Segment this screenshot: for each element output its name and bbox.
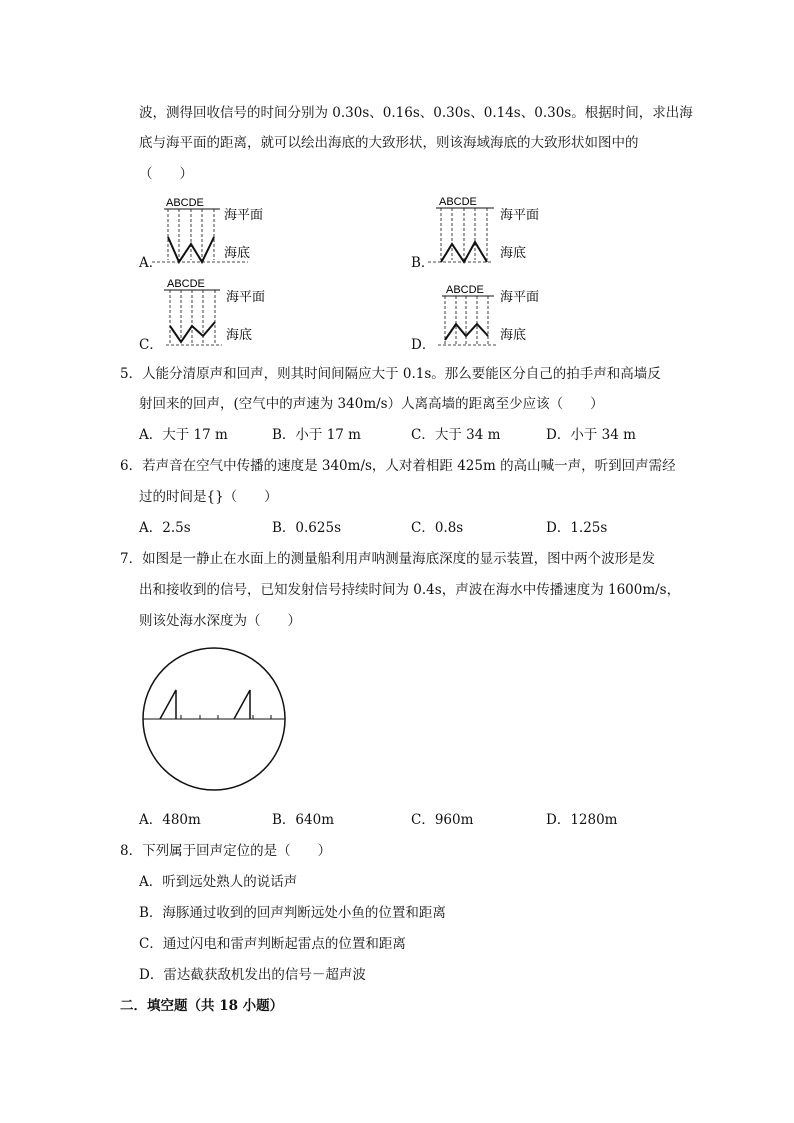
- q5-line1: 5．人能分清原声和回声，则其时间间隔应大于 0.1s。那么要能区分自己的拍手声和高墙反: [120, 366, 661, 382]
- q7-option-c: C．960m: [411, 812, 474, 828]
- q4-line1: 波，测得回收信号的时间分别为 0.30s、0.16s、0.30s、0.14s、0.30s。根据时间，求出海: [139, 105, 693, 121]
- q4-figure-c: [150, 274, 280, 352]
- q4-option-d-label: D．: [411, 337, 436, 353]
- q4-fig-c-points: ABCDE: [167, 278, 205, 290]
- q8-option-d: D．雷达截获敌机发出的信号－超声波: [139, 967, 366, 983]
- q4-fig-a-sea-bed: 海底: [224, 245, 251, 260]
- q4-fig-d-sea-level: 海平面: [500, 289, 540, 304]
- q8-line1: 8．下列属于回声定位的是（ ）: [120, 843, 332, 859]
- sonar-display-figure: [138, 645, 293, 795]
- q5-option-d: D．小于 34 m: [546, 427, 636, 443]
- q4-figure-a: [150, 192, 280, 270]
- q7-option-b: B．640m: [272, 812, 334, 828]
- q4-fig-b-sea-bed: 海底: [500, 245, 527, 260]
- q6-line1: 6．若声音在空气中传播的速度是 340m/s，人对着相距 425m 的高山喊一声，听到回声需经: [120, 458, 676, 474]
- q6-option-a: A．2.5s: [139, 520, 191, 536]
- q4-line3: （ ）: [139, 166, 193, 182]
- q4-fig-c-sea-bed: 海底: [226, 327, 253, 342]
- q4-line2: 底与海平面的距离，就可以绘出海底的大致形状，则该海域海底的大致形状如图中的: [139, 135, 639, 151]
- q4-option-a-label: A．: [139, 255, 163, 271]
- q4-fig-c-sea-level: 海平面: [226, 289, 266, 304]
- received-signal-waveform: [234, 690, 250, 719]
- q7-line3: 则该处海水深度为（ ）: [139, 613, 301, 629]
- q4-fig-d-points: ABCDE: [446, 284, 484, 296]
- q7-option-a: A．480m: [139, 812, 201, 828]
- q6-option-d: D．1.25s: [546, 520, 608, 536]
- q4-figure-b: [424, 192, 554, 270]
- q4-figure-d: [424, 274, 554, 352]
- q4-fig-b-points: ABCDE: [439, 196, 477, 208]
- q7-line2: 出和接收到的信号，已知发射信号持续时间为 0.4s，声波在海水中传播速度为 1600m/s，: [139, 582, 681, 598]
- q4-fig-a-points: ABCDE: [166, 197, 204, 209]
- q5-option-c: C．大于 34 m: [411, 427, 501, 443]
- q4-option-b-label: B．: [411, 255, 435, 271]
- q8-option-b: B．海豚通过收到的回声判断远处小鱼的位置和距离: [139, 905, 446, 921]
- q4-fig-b-sea-level: 海平面: [500, 207, 540, 222]
- q5-line2: 射回来的回声，(空气中的声速为 340m/s）人离高墙的距离至少应该（ ）: [139, 396, 604, 412]
- q7-option-d: D．1280m: [546, 812, 618, 828]
- q6-line2: 过的时间是{}（ ）: [139, 489, 278, 505]
- section-2-heading: 二．填空题（共 18 小题）: [120, 998, 284, 1014]
- q4-fig-d-sea-bed: 海底: [500, 327, 527, 342]
- sent-signal-waveform: [160, 690, 176, 719]
- q5-option-a: A．大于 17 m: [139, 427, 228, 443]
- q4-option-c-label: C．: [139, 337, 163, 353]
- q5-option-b: B．小于 17 m: [272, 427, 361, 443]
- q8-option-c: C．通过闪电和雷声判断起雷点的位置和距离: [139, 936, 406, 952]
- q6-option-b: B．0.625s: [272, 520, 341, 536]
- q6-option-c: C．0.8s: [411, 520, 464, 536]
- q8-option-a: A．听到远处熟人的说话声: [139, 874, 298, 890]
- q4-fig-a-sea-level: 海平面: [224, 207, 264, 222]
- q7-line1: 7．如图是一静止在水面上的测量船利用声呐测量海底深度的显示装置，图中两个波形是发: [120, 551, 656, 567]
